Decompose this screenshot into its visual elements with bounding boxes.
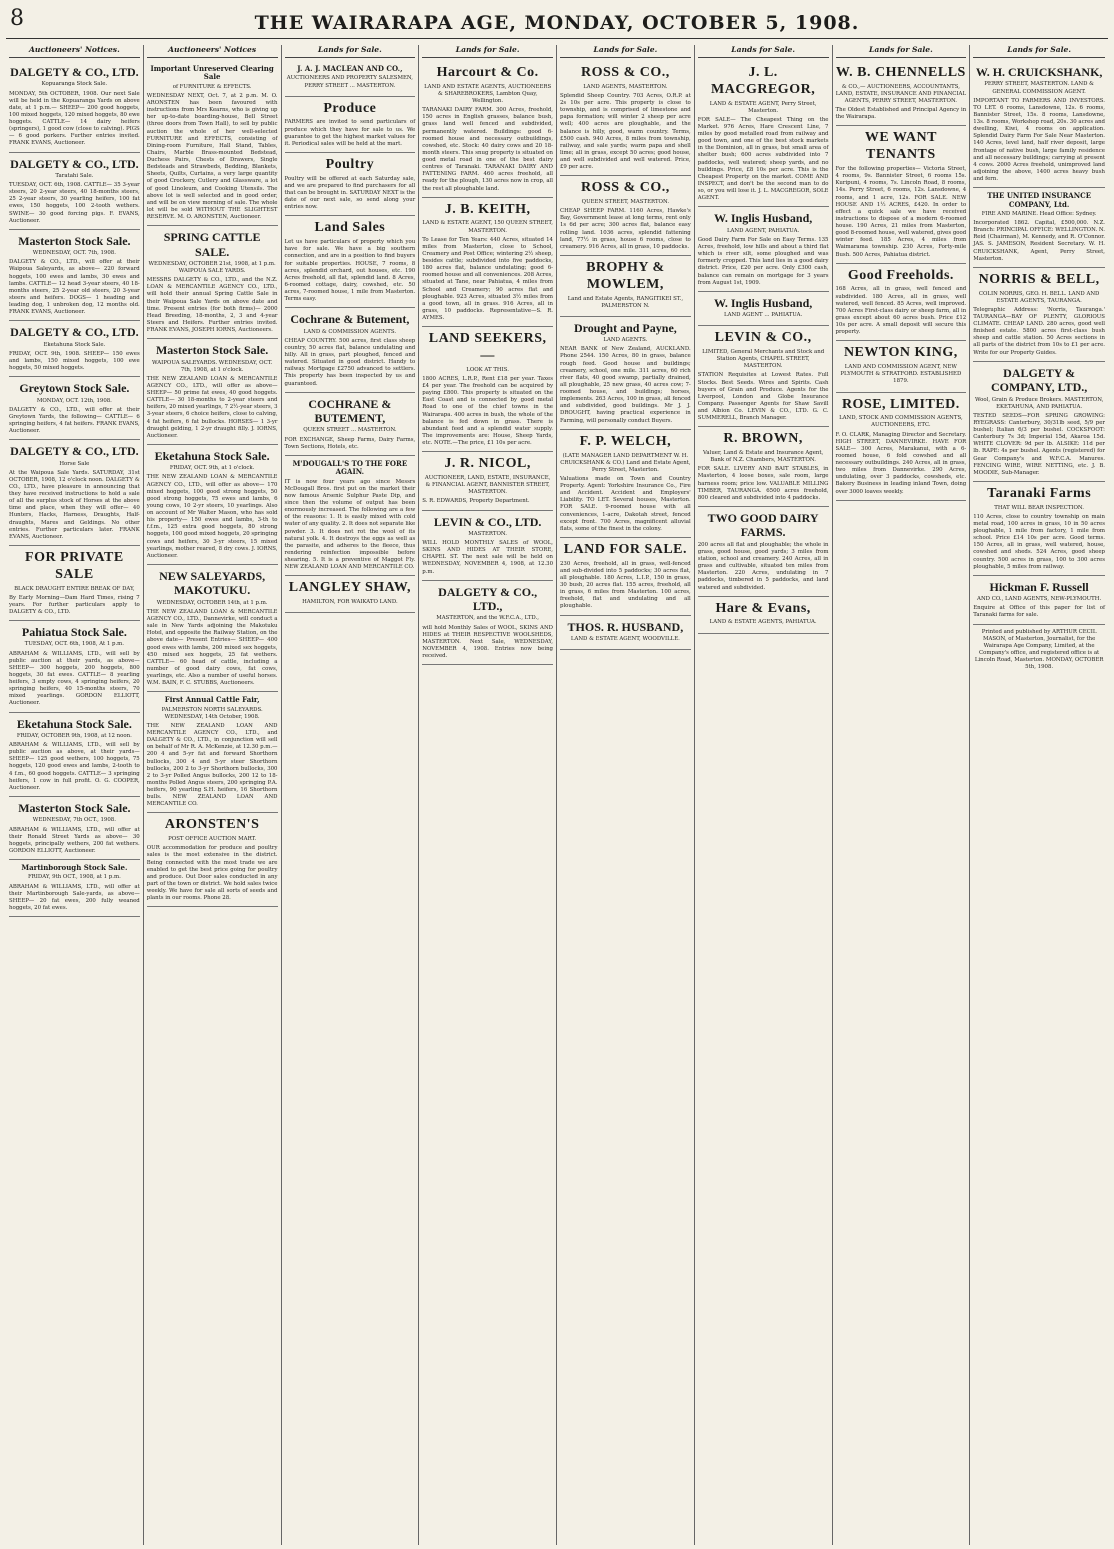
column-6 (695, 45, 833, 1545)
advertisement (836, 393, 967, 501)
ad-subtitle: MONDAY, OCT. 12th, 1908. (36, 397, 112, 404)
ad-title: Hare & Evans, (715, 600, 811, 616)
ad-title: LAND SEEKERS,— (428, 331, 547, 364)
ad-subtitle: Kopuaranga Stock Sale. (41, 81, 108, 88)
ad-subtitle: Eketahuna Stock Sale. (43, 341, 106, 348)
advertisement (973, 576, 1105, 625)
ad-subtitle: THAT WILL BEAR INSPECTION. (994, 504, 1084, 511)
page-number: 8 (10, 6, 24, 31)
ad-body: NEAR BANK of New Zealand, AUCKLAND. Phone 2544. 150 Acres, 80 in grass, balance rough feed. Good house and buildings; creamery, school, one mile. 311 acres, 60 rich river flats, 40 good swamp, partially drained, all ploughable, 25 new grass, 40 acres cow; 7-roomed house, and buildings; horses, implements. 263 Acres, 100 in grass, all fenced and subdivided, good buildings. Mr J. J. DROUGHT, having practical experience in Farming, will personally conduct Buyers. (560, 346, 691, 424)
advertisement (147, 61, 278, 226)
ad-body: THE NEW ZEALAND LOAN & MERCANTILE AGENCY CO., LTD., Dannevirke, will conduct a sale in New Yards adjoining the Makotuku Hotel, and opposite the Railway Station, on the above date— Present Entries— SHEEP— 400 good ewes with lambs, 200 mixed sex hoggets, 450 mixed sex hoggets, 25 fat wethers. CATTLE— 60 head of cattle, including a number of good dairy cows, fat cows, yearlings, etc. Also a number of useful horses. W.M. BAIN, F. C. STUBBS, Auctioneers. (146, 608, 278, 687)
ad-title: WE WANT TENANTS (864, 130, 937, 163)
newspaper-columns (6, 45, 1108, 1545)
ad-subtitle: WEDNESDAY, OCTOBER 21st, 1908, at 1 p.m. WAIPOUA SALE YARDS. (148, 260, 276, 275)
column-heading: Lands for Sale. (560, 45, 691, 58)
ad-body: 200 acres all flat and ploughable; the whole in grass, good house, good yards; 3 miles from station, school and creamery. 240 Acres, all in grass and cultivable, situated ten miles from Masterton. 220 Acres, undulating in 7 paddocks, timbered in 5 paddocks, and land watered and subdivided. (697, 541, 829, 591)
ad-body: F. O. CLARK, Managing Director and Secretary. HIGH STREET, DANNEVIRKE. HAVE FOR SALE— 300 Acres, Marakanui, with a 6-roomed house, 6 fold cowshed and all necessary outbuildings. 240 Acres, all in grass, two miles from Dannevirke. 290 Acres, undulating, over 3 paddocks, cowsheds, etc. Bakery Business in leading inland Town, doing over 3000 loaves weekly. (835, 431, 967, 495)
ad-title: W. Inglis Husband, (713, 211, 813, 226)
ad-title: Good Freeholds. (847, 267, 954, 283)
ad-title: R. BROWN, (723, 431, 803, 447)
column-heading: Lands for Sale. (973, 45, 1105, 58)
advertisement (422, 581, 553, 666)
column-1 (6, 45, 144, 1545)
ad-subtitle: LAND & ESTATE AGENT, WOODVILLE. (570, 635, 680, 642)
ad-body: Incorporated 1862. Capital, £500,000. N.Z. Branch: PRINCIPAL OFFICE: WELLINGTON. N. Reid (Chairman), M. Kennedy, and R. O'Connor. JAS. S. JAMESON, Resident Secretary. W. H. CRUICKSHANK, Agent, Perry Street, Masterton. (973, 220, 1105, 262)
ad-title: NEWTON KING, (843, 345, 958, 361)
ad-title: M'DOUGALL'S TO THE FORE AGAIN. (292, 458, 408, 477)
advertisement (698, 61, 829, 207)
ad-subtitle: (LATE MANAGER LAND DEPARTMENT W. H. CRUICKSHANK & CO.) Land and Estate Agent, Perry Street, Masterton. (560, 452, 691, 473)
ad-subtitle: WEDNESDAY, 7th OCT., 1908. (32, 817, 116, 824)
advertisement (9, 440, 140, 546)
advertisement (9, 860, 140, 917)
ad-title: DALGETY & CO., LTD. (10, 444, 139, 459)
advertisement (560, 616, 691, 651)
ad-subtitle: COLIN NORRIS, GEO. H. BELL. LAND AND ESTATE AGENTS, TAURANGA. (978, 290, 1100, 304)
ad-title: Produce (323, 100, 377, 116)
ad-title: Important Unreserved Clearing Sale (150, 64, 274, 82)
ad-body: IT is now four years ago since Messrs McDougall Bros. first put on the market their now famous Arsenic Sulphur Paste Dip, and since then the volume of output has been enormously increased. The following are a few of the reasons: 1. It is easily mixed with cold water of any quality. 2. It does not separate like powder. 3. It does not rot the wool of its natural yolk. 4. It destroys the eggs as well as the parasite, and adheres to the fleece, thus rendering reinfection impossible before shearing. 5. It is a preventive of Maggot Fly. NEW ZEALAND LOAN AND MERCANTILE CO. (284, 478, 416, 571)
ad-title: J. B. KEITH, (444, 201, 531, 217)
ad-subtitle: QUEEN STREET ... MASTERTON. (303, 427, 397, 434)
ad-title: J. A. J. MACLEAN AND CO., (297, 64, 403, 74)
ad-title: First Annual Cattle Fair, (164, 695, 260, 705)
ad-subtitle: BLACK DRAUGHT ENTIRE BREAK OF DAY, (14, 585, 135, 592)
advertisement (973, 362, 1105, 482)
ad-title: NORRIS & BELL, (978, 271, 1100, 287)
ad-body: Poultry will be offered at each Saturday sale, and we are prepared to find purchasers for all that can be brought in. SATURDAY NEXT is the date of our next sale, so send along your entries now. (284, 175, 416, 211)
ad-title: Greytown Stock Sale. (19, 381, 130, 396)
ad-body: will hold Monthly Sales of WOOL, SKINS AND HIDES at THEIR RESPECTIVE WOOLSHEDS, MASTERTON. Next Sale, WEDNESDAY, NOVEMBER 4, 1908. Entries now being received. (422, 624, 553, 660)
advertisement (973, 268, 1105, 362)
ad-subtitle: LAND & ESTATE AGENT, 150 QUEEN STREET, MASTERTON. (422, 220, 553, 234)
column-heading: Lands for Sale. (285, 45, 416, 58)
ad-title: Land Sales (314, 220, 386, 236)
ad-body: OUR accommodation for produce and poultry sales is the most extensive in the district. Being connected with the most trade we are enabled to get the best price going for poultry and produce. Out Door sales conducted in any part of the town or district. We hold sales twice weekly. We have for sale all sorts of seeds and plants in our rooms. Phone 28. (146, 845, 278, 902)
advertisement (147, 445, 278, 565)
ad-body: ABRAHAM & WILLIAMS, LTD., will offer at their Martinborough Sale-yards, as above— SHEEP— 20 fat ewes, 200 fully weaned hoggets, 20 fat ewes. (9, 883, 140, 911)
ad-body: 1800 ACRES, L.R.P., Rent £18 per year. Taxes £4 per year. The freehold can be acquired by paying £800. This property is situated on the East Coast and is connected by good metal Road to one of the chief towns in the Wairarapa. 400 acres in bush, the whole of the balance is fed down in grass. There is abundant feed and a splendid water supply. The improvements are: House, Sheep Yards, etc. NOTE.—The price, £1 10s per acre. (422, 375, 553, 447)
advertisement (422, 511, 553, 581)
ad-title: W. H. CRUICKSHANK, (975, 65, 1103, 80)
advertisement (285, 393, 416, 456)
ad-body: 168 Acres, all in grass, well fenced and subdivided. 180 Acres, all in grass, well watered, well fenced. 85 Acres, well improved. 700 Acres First-class dairy or sheep farm, all in grass except about 60 acres bush. Price £12 10s per acre. A small deposit will secure this property. (835, 286, 967, 336)
ad-subtitle: WAIPOUA SALEYARDS. WEDNESDAY, OCT. 7th, 1908, at 1 o'clock. (151, 359, 273, 373)
advertisement (9, 713, 140, 797)
ad-title: Poultry (325, 156, 375, 172)
column-5 (557, 45, 695, 1545)
advertisement (560, 256, 691, 317)
ad-title: Cochrane & Butement, (290, 312, 410, 327)
ad-subtitle: Valuer, Land & Estate and Insurance Agent, Bank of N.Z. Chambers, MASTERTON. (702, 450, 824, 464)
advertisement (698, 507, 829, 597)
advertisement (422, 61, 553, 198)
advertisement (836, 61, 967, 126)
ad-body: CHEAP COUNTRY. 500 acres, first class sheep country, 50 acres flat, balance undulating and hilly. All in grass, part ploughed, fenced and watered. Situated in good district. Handy to railway. Mortgage £2750 advanced to settlers. This property has been inspected by us and guaranteed. (284, 337, 416, 387)
ad-subtitle: AND CO., LAND AGENTS, NEW-PLYMOUTH. (977, 596, 1102, 603)
ad-title: COCHRANE & BUTEMENT, (308, 396, 392, 426)
ad-title: DALGETY & COMPANY, LTD., (991, 365, 1088, 395)
ad-body: WILL HOLD MONTHLY SALES of WOOL, SKINS AND HIDES AT THEIR STORE, CHAPEL ST. The next sale will be held on WEDNESDAY, NOVEMBER 4, 1908, at 12.30 p.m. (422, 540, 553, 575)
advertisement (147, 565, 278, 692)
ad-body: FOR SALE— The Cheapest Thing on the Market. 976 Acres, Hare Crescent Line, 7 miles by good metalled road from railway and good town, and one of the best stock markets in the Dominion, all in grass, but small area of shelter bush; 600 acres subdivided into 7 paddocks, well watered; sheep yards, and no buildings. Price, £8 10s per acre. This is the Cheapest Property on the market. COME AND INSPECT, and don't be the second man to do so, or you will lose it. J. L. MACGREGOR, SOLE AGENT. (697, 116, 829, 202)
ad-subtitle: LAND AND COMMISSION AGENT, NEW PLYMOUTH & STRATFORD. ESTABLISHED 1879. (840, 364, 962, 385)
ad-body: By Early Morning—Dam Hard Times, rising 7 years. For further particulars apply to DALGETY & CO., LTD. (9, 594, 140, 615)
ad-body: To Lease for Ten Years: 440 Acres, situated 14 miles from Masterton, close to School, Creamery and Post Office; wintering 2½ sheep, besides cattle; subdivided into five paddocks, 180 acres flat, balance undulating; good 6-roomed house and all conveniences. 208 Acres, situated at Tane, near Pahiatua, 4 miles from School and Creamery; 90 acres flat and ploughable. 923 Acres, situated 3½ miles from a good town, all in grass. 916 Acres, all in grass, 10 paddocks. Representative—S. R. AYMES. (422, 236, 553, 322)
ad-body: TARANAKI DAIRY FARM. 300 Acres, freehold, 150 acres in English grasses, balance bush, grass land well fenced and subdivided, permanently watered. Buildings: good 6-roomed house and necessary outbuildings, cowshed, etc. Stock: 40 dairy cows and 20 18-month steers. This snug property is situated on good metal road in one of the best dairy centres of Taranaki. TARANAKI DAIRY AND FATTENING FARM. 460 acres freehold, all ready for the plough, 130 acres now in crop, all the rest all ploughable land. (422, 107, 553, 192)
ad-title: Drought and Payne, (573, 320, 677, 335)
ad-subtitle: AUCTIONEER, LAND, ESTATE, INSURANCE, & FINANCIAL AGENT, BANNISTER STREET, MASTERTON. (424, 475, 551, 496)
advertisement (147, 692, 278, 813)
ad-title: J. R. NICOL, (444, 456, 531, 472)
ad-subtitle: Taratahi Sale. (55, 172, 94, 179)
ad-title: THE UNITED INSURANCE COMPANY, Ltd. (987, 191, 1092, 209)
advertisement (9, 546, 140, 621)
ad-subtitle: LAND, STOCK AND COMMISSION AGENTS, AUCTIONEERS, ETC. (839, 415, 963, 429)
ad-subtitle: LAND AGENT, PAHIATUA. (726, 227, 800, 234)
advertisement (698, 292, 829, 327)
ad-subtitle: POST OFFICE AUCTION MART. (168, 836, 257, 843)
advertisement (422, 452, 553, 510)
ad-subtitle: PERRY STREET, MASTERTON. LAND & GENERAL COMMISSION AGENT. (984, 81, 1094, 95)
ad-title: ROSE, LIMITED. (841, 396, 960, 412)
ad-subtitle: FRIDAY, 9th OCT., 1908, at 1 p.m. (27, 874, 121, 881)
advertisement (836, 264, 967, 342)
column-4 (419, 45, 557, 1545)
ad-title: W. B. CHENNELLS (835, 65, 966, 81)
ad-subtitle: MASTERTON, and the W.F.C.A., LTD., (436, 615, 539, 622)
ad-subtitle: LAND & ESTATE AGENT, Perry Street, Masterton. (709, 100, 817, 114)
column-3 (282, 45, 420, 1545)
ad-subtitle: LAND AGENTS, MASTERTON. (583, 83, 668, 90)
ad-title: DALGETY & CO., LTD. (10, 156, 139, 171)
ad-body: ABRAHAM & WILLIAMS, LTD., will offer at their Ronald Street Yards as above— 30 hoggets, principally wethers, 200 fat wethers. GORDON ELLIOTT, Auctioneer. (9, 826, 140, 854)
advertisement (285, 456, 416, 576)
ad-subtitle: FRIDAY, OCT. 9th, at 1 o'clock. (169, 465, 255, 472)
advertisement (698, 427, 829, 507)
ad-body: 110 Acres, close to country township on main metal road, 100 acres in grass, 10 in 50 acres ploughable, 1 mile from factory, 1 mile from school. Price £14 10s per acre. Good terms. 150 Acres, all in grass, well watered, house, cowshed and sheds. 524 Acres, good sheep country. 500 acres in grass, 100 to 300 acres ploughable, 5 miles from railway. (973, 513, 1105, 570)
advertisement (836, 341, 967, 392)
ad-body: DALGETY & CO., LTD., will offer at their Greytown Yards, the following— CATTLE— 6 springing heifers, 4 fat heifers. FRANK EVANS, Auctioneer. (9, 406, 140, 435)
ad-body: TUESDAY, OCT. 6th, 1908. CATTLE— 35 3-year steers, 20 2-year steers, 40 18-months steers, 25 2-year steers, 30 yearling heifers, 100 fat ewes, 150 hoggets, 100 2-tooth wethers. SWINE— 30 good forcing pigs. F. EVANS, Auctioneer. (9, 182, 140, 224)
column-heading: Lands for Sale. (422, 45, 553, 58)
ad-subtitle: FIRE AND MARINE. Head Office: Sydney. (981, 210, 1097, 217)
ad-title: ROSS & CO., (581, 65, 670, 81)
column-heading: Auctioneers' Notices. (9, 45, 140, 58)
advertisement (9, 377, 140, 440)
advertisement (9, 621, 140, 713)
ad-title: Hickman F. Russell (989, 579, 1089, 594)
ad-title: W. Inglis Husband, (713, 295, 813, 310)
ad-body: Valuations made on Town and Country Property. Agent: Yorkshire Insurance Co., Fire and Accident. Accident and Employers' Liability. TO LET. Several houses, Masterton. FOR SALE. 9-roomed house with all conveniences, 1-acre, Dakotah street, fenced except front. 700 Acres, magnificent alluvial flats, some of the finest in the colony. (560, 475, 691, 532)
ad-title: F. P. WELCH, (579, 433, 672, 449)
ad-subtitle: LAND AGENTS. (603, 337, 648, 344)
ad-title: TWO GOOD DAIRY FARMS. (707, 510, 819, 540)
ad-title: LANGLEY SHAW, (288, 580, 411, 596)
ad-body: FRIDAY, OCT. 9th, 1908. SHEEP— 150 ewes and lambs, 150 mixed hoggets, 100 ewe hoggets, 50 mixed hoggets. (9, 350, 140, 372)
ad-body: THE NEW ZEALAND LOAN AND MERCANTILE AGENCY CO., LTD., and DALGETY & CO., LTD., in conjunction will sell on behalf of Mr R. A. McKenzie, at 12.30 p.m.— 200 4 and 5-yr fat and forward Shorthorn bullocks, 300 4 and 5-yr steer Shorthorn bullocks, 200 2 to 3-yr Shorthorn bullocks, 300 2 to 3-yr Polled Angus bullocks, 200 12 to 18-months Polled Angus steers, 200 springing P.A. heifers, 90 yearling S.H. heifers, 16 Shorthorn bulls. NEW ZEALAND LOAN AND MERCANTILE CO. (146, 722, 278, 808)
ad-body: ABRAHAM & WILLIAMS, LTD., will sell by public auction at their yards, as above— SHEEP— 300 hoggets, 200 hoggets, 800 hoggets, 30 fat ewes. CATTLE— 8 yearling heifers, 3 empty cows, 4 springing heifers, 20 springing heifers, 40 15-months steers, 70 mixed yearlings. GORDON ELLIOTT, Auctioneer. (9, 650, 140, 707)
advertisement (560, 430, 691, 538)
newspaper-title: THE WAIRARAPA AGE, MONDAY, OCTOBER 5, 1908. (254, 12, 860, 34)
ad-body: TESTED SEEDS—FOR SPRING GROWING: RYEGRASS: Canterbury, 30/31lb seed, 5/9 per bushel; Italian 6/3 per bushel. COCKSFOOT: Canterbury 7s 3d; Imperial 15d, Akaroa 15d. WHITE CLOVER: 9d per lb. ALSIKE: 11d per lb. RAPE: 4s per bushel. Agents (registered) for Gear Company's and W.F.C.A. Manures. FENCING WIRE, WIRE NETTING, etc. J. B. MOODIE, Sub-Manager. (973, 412, 1105, 476)
ad-body: ABRAHAM & WILLIAMS, LTD., will sell by public auction as above, at their yards— SHEEP— 125 good wethers, 100 hoggets, 75 hoggets, 120 good ewes and lambs, 2-tooth to 4 f.m., 60 good hoggets. CATTLE— 3 springing heifers, 1 cow in full profit. O. G. COOPER, Auctioneer. (9, 742, 140, 791)
ad-subtitle: Land and Estate Agents, RANGITIKEI ST., PALMERSTON N. (567, 295, 684, 309)
ad-body: S. R. EDWARDS, Property Department. (422, 498, 530, 505)
ad-body: DALGETY & CO., LTD., will offer at their Waipoua Saleyards, as above— 220 forward hoggets, 100 ewes and lambs, 30 ewes and lambs. CATTLE— 12 head 3-year steers, 40 18-months steers, 25 2-year old steers, 20 3-year steers and heifers. DOGS— 1 heading and leading dog, 1 unbroken dog, 12 months old. FRANK EVANS, Auctioneer. (9, 259, 140, 316)
ad-subtitle: AUCTIONEERS AND PROPERTY SALESMEN, PERRY STREET ... MASTERTON. (286, 75, 413, 89)
ad-title: FOR PRIVATE SALE (25, 549, 124, 582)
ad-body: WEDNESDAY NEXT, Oct. 7, at 2 p.m. M. O. ARONSTEN has been favoured with instructions from Mrs Kearns, who is giving up her up-to-date boarding-house, Bell Street (three doors from Town Hall), to sell by public auction the whole of her well-selected FURNITURE and EFFECTS, consisting of Dining-room Furniture, Hall Stand, Tables, Chairs, Marble Brass-mounted Bedstead, Duchess Pairs, Chests of Drawers, Single Bedsteads and Strawbeds, Bedding, Blankets, Sheets, Quilts, Curtains, a very large quantity of good Crockery, Cutlery and Glassware, a lot of good Linoleum, and Cooking Utensils. The above lot is well selected and in good order, and will be on view morning of sale. The whole lot will be sold WITHOUT THE SLIGHTEST RESERVE. M. O. ARONSTEN, Auctioneer. (146, 92, 278, 221)
ad-subtitle: LAND & ESTATE AGENTS, PAHIATUA. (709, 619, 817, 626)
ad-subtitle: LIMITED, General Merchants and Stock and Station Agents, CHAPEL STREET, MASTERTON. (702, 349, 825, 370)
ad-body: The Oldest Established and Principal Agency in the Wairarapa. (835, 107, 967, 121)
ad-title: LEVIN & CO., LTD. (433, 514, 542, 529)
ad-title: BROPHY & MOWLEM, (586, 259, 665, 292)
advertisement (698, 207, 829, 291)
ad-subtitle: of FURNITURE & EFFECTS. (172, 83, 252, 90)
advertisement (973, 482, 1105, 576)
ad-subtitle: WEDNESDAY, OCTOBER 14th, at 1 p.m. (156, 599, 268, 606)
ad-title: Masterton Stock Sale. (155, 343, 269, 358)
ad-body: FARMERS are invited to send particulars of produce which they have for sale to us. We guarantee to get the highest market values for it. Periodical sales will be held at the mart. (284, 119, 416, 147)
advertisement (9, 230, 140, 322)
column-7 (833, 45, 971, 1545)
advertisement (9, 321, 140, 377)
advertisement (560, 538, 691, 616)
ad-body: FOR SALE. LIVERY AND BAIT STABLES, in Masterton, 4 loose boxes, sale room, large harness room; price low. VALUABLE MILLING TIMBER, TAURANGA. 6500 acres freehold, 800 cleared and subdivided into 4 paddocks. (697, 466, 829, 501)
advertisement (422, 198, 553, 328)
ad-body: Telegraphic Address: 'Norris, Tauranga.' TAURANGA—BAY OF PLENTY, GLORIOUS CLIMATE. CHEAP LAND. 280 acres, good well finished estate. 5800 acres first-class bush sheep and cattle station. 50 Acres sections in all parts of the district from 10s to £1 per acre. Write for our Property Guides. (973, 306, 1105, 356)
ad-subtitle: LAND AGENT ... PAHIATUA. (723, 312, 803, 319)
ad-subtitle: LOOK AT THIS. (466, 366, 509, 373)
column-heading: Auctioneers' Notices (147, 45, 278, 58)
advertisement (147, 226, 278, 339)
ad-title: Masterton Stock Sale. (18, 800, 131, 815)
ad-body: Let us have particulars of property which you have for sale. We have a big southern connection, and are in a position to find buyers for suitable properties. HOUSE, 7 rooms, 8 acres, splendid orchard, out houses, etc. 190 Acres freehold, all flat, splendid land. 8 Acres, 6-roomed cottage, dairy, cowshed, etc. 50 acres, 7-roomed house, 1 mile from Masterton. Terms easy. (284, 239, 416, 303)
advertisement (698, 597, 829, 634)
ad-body: MONDAY, 5th OCTOBER, 1908. Our next Sale will be held in the Kopuaranga Yards on above date, at 1 p.m.— SHEEP— 200 good hoggets, 100 mixed hoggets, 120 mixed hoggets, 80 ewe hoggets. CATTLE— 14 dairy heifers (springers), 1 good cow (close to calving). PIGS— 6 good porkers. Further entries invited. FRANK EVANS, Auctioneer. (9, 90, 140, 147)
advertisement (285, 576, 416, 613)
column-heading: Lands for Sale. (698, 45, 829, 58)
ad-body: Splendid Sheep Country. 703 Acres, O.R.P. at 2s 10s per acre. This property is close to township, and is comprised of limestone and papa formation; will winter 2 sheep per acre well; 400 acres are ploughable, and the balance is hilly, good, warm country. Terms, £500 cash. 940 Acres, 8 miles from township, railway, and sale yards; warm papa and shell lime; all in grass, except 50 acres; good house, and well subdivided and well watered. Price, £9 per acre. (560, 92, 691, 171)
ad-title: LAND FOR SALE. (563, 541, 688, 557)
ad-body: FOR EXCHANGE, Sheep Farms, Dairy Farms, Town Sections, Hotels, etc. (284, 436, 416, 450)
ad-title: ROSS & CO., (581, 180, 670, 196)
printer-imprint: Printed and published by ARTHUR CECIL MASON, of Masterton, Journalist, for the Wairarapa Age Company, Limited, at the Company's office, and registered office is at Lincoln Road, Masterton. MONDAY, OCTOBER 5th, 1908. (974, 628, 1104, 671)
ad-body: At the Waipoua Sale Yards. SATURDAY, 31st OCTOBER, 1908, 12 o'clock noon. DALGETY & CO., LTD., have pleasure in announcing that they have received instructions to hold a sale of all the surplus stock of Horses at the above time and place, when they will offer— 40 Hunters, Hacks, Harness, Draughts, Half-draughts, Mares and Geldings. No other entries. Further particulars later. FRANK EVANS, Auctioneer. (9, 469, 140, 540)
ad-body: CHEAP SHEEP FARM. 1160 Acres, Hawke's Bay, Government lease at long terms, rent only 1s 6d per acre; 300 acres flat, balance easy rolling land. 1036 acres, splendid fattening land, 77½ in grass, house 6 rooms, close to creamery. 916 Acres, all in grass, 10 paddocks. (560, 208, 691, 250)
advertisement (973, 188, 1105, 268)
ad-title: NEW SALEYARDS, MAKOTUKU. (159, 568, 266, 598)
ad-title: Pahiatua Stock Sale. (21, 625, 127, 640)
advertisement (422, 327, 553, 452)
column-8 (970, 45, 1108, 1545)
ad-title: DALGETY & CO., LTD. (10, 65, 139, 80)
ad-subtitle: Wool, Grain & Produce Brokers. MASTERTON, EKETAHUNA, AND PAHIATUA. (974, 396, 1104, 410)
ad-subtitle: TUESDAY, OCT. 6th, 1908, At 1 p.m. (24, 641, 125, 648)
ad-title: J. L. MACGREGOR, (711, 65, 816, 97)
advertisement (698, 326, 829, 427)
ad-title: DALGETY & CO., LTD. (10, 325, 139, 340)
ad-subtitle: Horse Sale (59, 460, 90, 467)
ad-subtitle: QUEEN STREET, MASTERTON. (581, 199, 670, 206)
ad-title: LEVIN & CO., (714, 330, 812, 346)
ad-title: Eketahuna Stock Sale. (16, 716, 132, 731)
ad-title: Martinborough Stock Sale. (21, 863, 128, 872)
ad-title: THOS. R. HUSBAND, (567, 619, 684, 634)
advertisement (560, 176, 691, 256)
advertisement (560, 61, 691, 176)
advertisement (9, 61, 140, 153)
ad-title: Harcourt & Co. (436, 65, 539, 81)
advertisement (9, 797, 140, 860)
ad-body: IMPORTANT TO FARMERS AND INVESTORS. TO LET. 6 rooms, Lansdowne, 12s. 6 rooms, Bannister Street, 15s. 8 rooms, Lansdowne, 13s. 8 rooms, Workshop road, 20s. 30 acres and dwelling, Kiwi, 4 rooms on application. Splendid Dairy Farm For Sale Near Masterton. 140 Acres, level land, half river deposit, large frontage of native bush, large family residence and all necessary buildings; carrying at present 4 cows. 2000 Acres freehold, unimproved land adjoining the above, 1400 acres heavy bush and fern. (973, 97, 1105, 183)
ad-subtitle: MASTERTON. (468, 530, 507, 537)
advertisement (9, 153, 140, 230)
column-2 (144, 45, 282, 1545)
advertisement (560, 317, 691, 430)
ad-title: Taranaki Farms (987, 485, 1092, 501)
column-heading: Lands for Sale. (836, 45, 967, 58)
ad-body: STATION Requisites at Lowest Rates. Full Stocks. Best Seeds. Wires and Spirits. Cash buyers of Grain and Produce. Agents for the Liverpool, London and Globe Insurance Company. Passenger Agents for Shaw Savill and Albion Co. LEVIN & CO., LTD. G. C. SUMMERELL, Branch Manager. (697, 372, 829, 422)
ad-subtitle: HAMILTON, FOR WAIKATO LAND. (302, 599, 398, 606)
ad-subtitle: PALMERSTON NORTH SALEYARDS. WEDNESDAY, 14th October, 1908. (161, 706, 263, 720)
advertisement (285, 61, 416, 97)
ad-title: Eketahuna Stock Sale. (154, 448, 270, 463)
advertisement (147, 813, 278, 907)
advertisement (973, 61, 1105, 188)
ad-title: DALGETY & CO., LTD., (438, 584, 538, 614)
ad-subtitle: LAND AND ESTATE AGENTS, AUCTIONEERS & SHAREBROKERS, Lambton Quay, Wellington. (424, 83, 552, 105)
ad-subtitle: LAND & COMMISSION AGENTS. (303, 328, 397, 335)
ad-body: 230 Acres, freehold, all in grass, well-fenced and sub-divided into 5 paddocks; 30 acres flat, all ploughable. 180 Acres, L.I.P., 150 in grass, 30 bush, 20 acres flat. 155 acres, freehold, all in grass, 6 miles from Masterton. 100 acres, freehold, flat and undulating and all ploughable. (560, 560, 691, 610)
ad-subtitle: WEDNESDAY, OCT. 7th, 1908. (32, 250, 116, 257)
advertisement (285, 97, 416, 153)
ad-body: For the following properties— Victoria Street, 4 rooms, 9s. Bannister Street, 6 rooms 15s. Kuripuni, 4 rooms, 7s. Lincoln Road, 8 rooms, 14s. Perry Street, 6 rooms, 12s. Lansdowne, 4 rooms, and 1 acre, 12s. FOR SALE. NEW HOUSE AND 1½ ACRES, £420. In order to effect a quick sale we have received instructions to dispose of a modern 6-roomed house. 190 Acres, 21 miles from Masterton, good 8-roomed house, well watered, gives good winter feed. 185 Acres, 4 miles from Waimarama township. 230 Acres, Forty-mile Bush. 500 Acres, Pahiatua district. (835, 166, 967, 258)
ad-body: Good Dairy Farm For Sale on Easy Terms. 135 Acres, freehold, low hills and about a third flat which is river silt, some ploughed and was formerly cropped. This land lies in a good dairy district. Price, £20 per acre. Only £300 cash, balance can remain on mortgage for 3 years from August 1st, 1909. (697, 236, 829, 286)
ad-subtitle: FRIDAY, OCTOBER 9th, 1908, at 12 noon. (16, 732, 132, 739)
advertisement (285, 216, 416, 308)
advertisement (285, 153, 416, 216)
ad-subtitle: & CO.,— AUCTIONEERS, ACCOUNTANTS, LAND, ESTATE, INSURANCE AND FINANCIAL AGENTS, PERRY STREET, MASTERTON. (835, 83, 967, 105)
ad-title: Masterton Stock Sale. (18, 233, 131, 248)
ad-title: ARONSTEN'S (164, 817, 260, 833)
ad-body: THE NEW ZEALAND LOAN & MERCANTILE AGENCY CO., LTD., will offer as above— SHEEP— 50 prime fat ewes, 40 good hoggets. CATTLE— 30 18-months to 2-year steers and heifers, 20 mixed yearlings, 7 2½-year steers, 3 3-year steers, 6 choice heifers, close to calving, 4 fat heifers, 6 fat bullocks. HORSES— 1 3-yr draught gelding, 1 2-yr draught filly. J. IORNS, Auctioneer. (146, 375, 278, 439)
ad-body: Enquire at Office of this paper for list of Taranaki farms for sale. (973, 605, 1105, 619)
advertisement (285, 308, 416, 392)
masthead (0, 0, 1114, 40)
ad-body: THE NEW ZEALAND LOAN & MERCANTILE AGENCY CO., LTD., will offer as above— 170 mixed hoggets, 100 good strong hoggets, 50 good strong hoggets, 75 ewes and lambs, 6 young cows, 10 2-yr steers, 10 yearlings. Also on account of Mr Walter Mason, who has sold his property— 150 ewes and lambs, 3-th to f.f.m., 125 extra good hoggets, 80 strong hoggets, 100 good mixed hoggets, 20 springing cows and heifers, 30 3-yr steers, 15 mixed yearlings, mother reared, 8 dry cows. J. IORNS, Auctioneer. (146, 474, 278, 559)
ad-title: SPRING CATTLE SALE. (163, 230, 261, 259)
ad-body: MESSRS DALGETY & CO., LTD., and the N.Z. LOAN & MERCANTILE AGENCY CO., LTD., will hold their annual Spring Cattle Sale in their Waipoua Sale Yards on above date and time. Present entries (for both firms)— 2000 Head Breeding, 18-months, 2, 3 and 4-year Steers and Heifers. Further entries invited. FRANK EVANS, JOSEPH IORNS, Auctioneers. (146, 277, 278, 334)
masthead-rule (6, 38, 1108, 39)
advertisement (836, 126, 967, 263)
advertisement (147, 339, 278, 445)
